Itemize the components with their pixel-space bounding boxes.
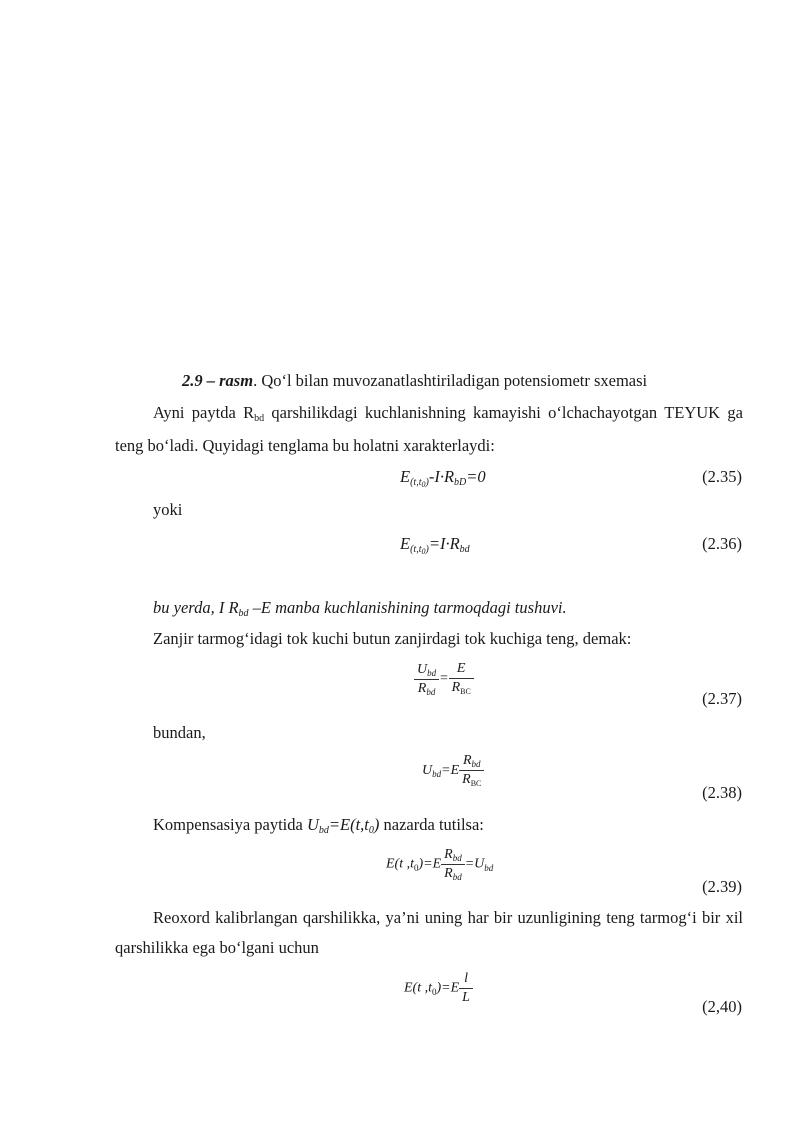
equation-2-37 — [414, 660, 474, 698]
eq239-r: R — [444, 847, 453, 862]
eq235-e: E — [400, 467, 411, 486]
where-text-b: –E manba kuchlanishining tarmoqdagi tushuvi. — [248, 598, 567, 617]
eq236-close: ) — [425, 544, 429, 555]
eq236-zero: 0 — [421, 547, 426, 556]
equation-number-2-37: (2.37) — [702, 689, 742, 708]
para3-text-b: nazarda tutilsa: — [379, 815, 484, 834]
eq237-u: U — [417, 661, 428, 677]
equation-2-36 — [400, 534, 470, 554]
eq235-t: (t,t — [410, 477, 422, 488]
equation-2-35 — [400, 467, 486, 487]
eq236-t: (t,t — [410, 544, 422, 555]
eq235-end: =0 — [466, 467, 486, 486]
para3-text-a: Kompensasiya paytida — [153, 815, 307, 834]
figure-label: 2.9 – rasm — [182, 371, 254, 390]
para3-u: U — [306, 815, 319, 834]
eq238-frac — [459, 752, 484, 790]
eq238-equals-e: =E — [441, 763, 460, 778]
paragraph-intro — [115, 398, 743, 461]
eq238-r2: R — [462, 772, 471, 787]
eq239-u-sub: bd — [484, 862, 494, 873]
eq238-r2-sub: BC — [470, 779, 482, 788]
eq239-r2: R — [444, 866, 453, 881]
eq239-lhs: E(t ,t — [386, 856, 414, 872]
eq235-zero: 0 — [421, 480, 426, 489]
eq237-r2: R — [451, 680, 461, 695]
eq237-r2-sub: BC — [460, 687, 471, 696]
eq240-lhs: E(t ,t — [404, 980, 432, 996]
eq240-big-l: L — [462, 990, 470, 1005]
paragraph-compensation — [153, 815, 484, 835]
eq237-frac-left — [414, 661, 439, 698]
eq237-e: E — [456, 661, 466, 676]
eq237-r-sub: bd — [426, 686, 436, 697]
para1-text-b: qarshilikdagi kuchlanishning kamayishi o‘lchachayotgan TEYUK ga teng bo‘ladi. Quyidagi tenglama bu holatni xarakterlaydi: — [115, 403, 743, 455]
equation-2-38 — [422, 752, 484, 790]
eq236-e: E — [400, 534, 411, 553]
equation-number-2-40: (2,40) — [702, 997, 742, 1016]
eq239-zero: 0 — [414, 862, 419, 873]
eq239-equals-u: =U — [464, 856, 485, 872]
para3-close: ) — [373, 815, 380, 834]
para3-u-sub: bd — [318, 825, 329, 836]
eq237-u-sub: bd — [427, 667, 437, 678]
eq239-frac — [441, 846, 465, 883]
eq240-frac — [459, 970, 473, 1007]
eq235-sub: bD — [454, 477, 467, 488]
eq239-r2-sub: bd — [452, 872, 462, 882]
equation-number-2-38: (2.38) — [702, 783, 742, 802]
eq240-zero: 0 — [432, 986, 437, 997]
eq235-mid: -I·R — [428, 467, 455, 486]
eq238-r: R — [462, 753, 472, 768]
eq239-lhs2: )=E — [418, 856, 442, 872]
paragraph-reochord: Reoxord kalibrlangan qarshilikka, ya’ni uning har bir uzunligining teng tarmog‘i bir xil qarshilikka ega bo‘lgani uchun — [115, 908, 743, 957]
equation-number-2-35: (2.35) — [702, 467, 742, 486]
paragraph-current: Zanjir tarmog‘idagi tok kuchi butun zanjirdagi tok kuchiga teng, demak: — [153, 629, 632, 648]
eq240-lhs2: )=E — [436, 980, 460, 996]
equation-2-39 — [386, 846, 493, 883]
para1-text-a: Ayni paytda R — [153, 403, 255, 422]
figure-caption-text: . Qo‘l bilan muvozanatlashtiriladigan potensiometr sxemasi — [253, 371, 648, 390]
eq236-mid: =I·R — [428, 534, 460, 553]
eq238-r-sub: bd — [471, 759, 481, 769]
eq239-r-sub: bd — [452, 853, 462, 863]
eq237-r: R — [417, 680, 427, 696]
eq235-close: ) — [425, 477, 429, 488]
para1-sub: bd — [254, 413, 265, 424]
equation-number-2-39: (2.39) — [702, 877, 742, 896]
eq237-equals: = — [439, 671, 449, 686]
word-yoki: yoki — [153, 500, 183, 519]
word-bundan: bundan, — [153, 723, 206, 742]
equation-number-2-36: (2.36) — [702, 534, 742, 553]
where-line — [153, 598, 567, 618]
para3-mid: =E(t,t — [328, 815, 369, 834]
equation-2-40 — [404, 970, 473, 1007]
eq236-sub: bd — [459, 544, 470, 555]
eq238-u: U — [422, 763, 433, 778]
figure-caption — [182, 371, 647, 391]
eq237-frac-right — [449, 660, 474, 698]
para3-zero: 0 — [368, 825, 374, 836]
eq240-l: l — [464, 971, 469, 986]
where-text-a: bu yerda, I R — [153, 598, 239, 617]
where-sub: bd — [238, 608, 249, 619]
eq238-u-sub: bd — [432, 769, 442, 779]
